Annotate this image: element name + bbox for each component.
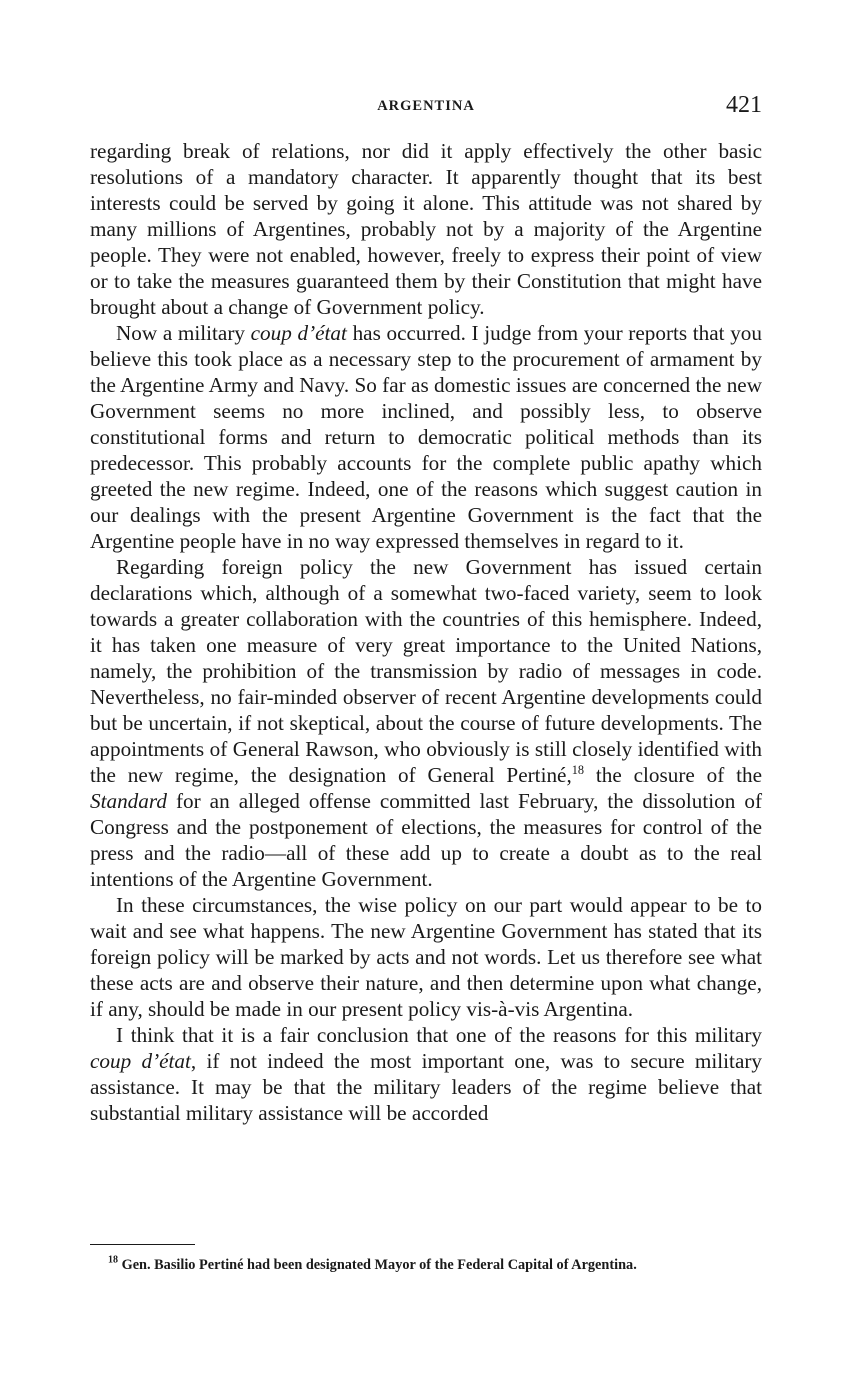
paragraph-3-text-a: Regarding foreign policy the new Government has issued certain declarations which, although of a somewhat two-faced variety, seem to look towards a greater collaboration with the countries of this hemisphere. Indeed, it has taken one measure of very great importance to the United Nations, namely, the prohibition of the transmission by radio of messages in code. Nevertheless, no fair-minded observer of recent Argentine developments could but be uncertain, if not skeptical, about the course of future developments. The appointments of General Rawson, who obviously is still closely identified with the new regime, the designation of General Pertiné, [90, 555, 762, 787]
paragraph-4: In these circumstances, the wise policy on our part would appear to be to wait and see what happens. The new Argentine Government has stated that its foreign policy will be marked by acts and not words. Let us therefore see what these acts are and observe their nature, and then determine upon what change, if any, should be made in our present policy vis-à-vis Argentina. [90, 893, 762, 1021]
footnote [90, 1256, 762, 1275]
paragraph-3-emphasis: Standard [90, 789, 167, 813]
running-header [90, 94, 762, 118]
paragraph-3-text-c: for an alleged offense committed last February, the dissolution of Congress and the postponement of elections, the measures for control of the press and the radio—all of these add up to create a doubt as to the real intentions of the Argentine Government. [90, 789, 762, 891]
footnote-divider [90, 1244, 195, 1245]
body-text [90, 138, 762, 1126]
footnote-reference: 18 [571, 763, 585, 778]
paragraph-2-emphasis: coup d’état [250, 321, 347, 345]
footnote-text: Gen. Basilio Pertiné had been designated Mayor of the Federal Capital of Argentina. [118, 1257, 637, 1273]
paragraph-5-emphasis: coup d’état [90, 1049, 191, 1073]
paragraph-3-text-b: the closure of the [584, 763, 762, 787]
page-number: 421 [726, 92, 762, 118]
paragraph-5-text-b: , if not indeed the most important one, was to secure military assistance. It may be that the military leaders of the regime believe that substantial military assistance will be accorded [90, 1049, 762, 1125]
paragraph-2-text-b: has occurred. I judge from your reports that you believe this took place as a necessary step to the procurement of armament by the Argentine Army and Navy. So far as domestic issues are concerned the new Government seems no more inclined, and possibly less, to observe constitutional forms and return to democratic political methods than its predecessor. This probably accounts for the complete public apathy which greeted the new regime. Indeed, one of the reasons which suggest caution in our dealings with the present Argentine Government is the fact that the Argentine people have in no way expressed themselves in regard to it. [90, 321, 762, 553]
paragraph-5 [90, 1022, 762, 1126]
footnote-marker: 18 [108, 1254, 118, 1266]
running-title: ARGENTINA [377, 98, 475, 114]
paragraph-1: regarding break of relations, nor did it apply effectively the other basic resolutions of a mandatory character. It apparently thought that its best interests could be served by going it alone. This attitude was not shared by many millions of Argentines, probably not by a majority of the Argentine people. They were not enabled, however, freely to express their point of view or to take the measures guaranteed them by their Constitution that might have brought about a change of Government policy. [90, 139, 762, 319]
paragraph-3 [90, 554, 762, 892]
paragraph-2-text-a: Now a military [116, 321, 251, 345]
paragraph-2 [90, 320, 762, 554]
paragraph-5-text-a: I think that it is a fair conclusion that one of the reasons for this military [116, 1023, 762, 1047]
